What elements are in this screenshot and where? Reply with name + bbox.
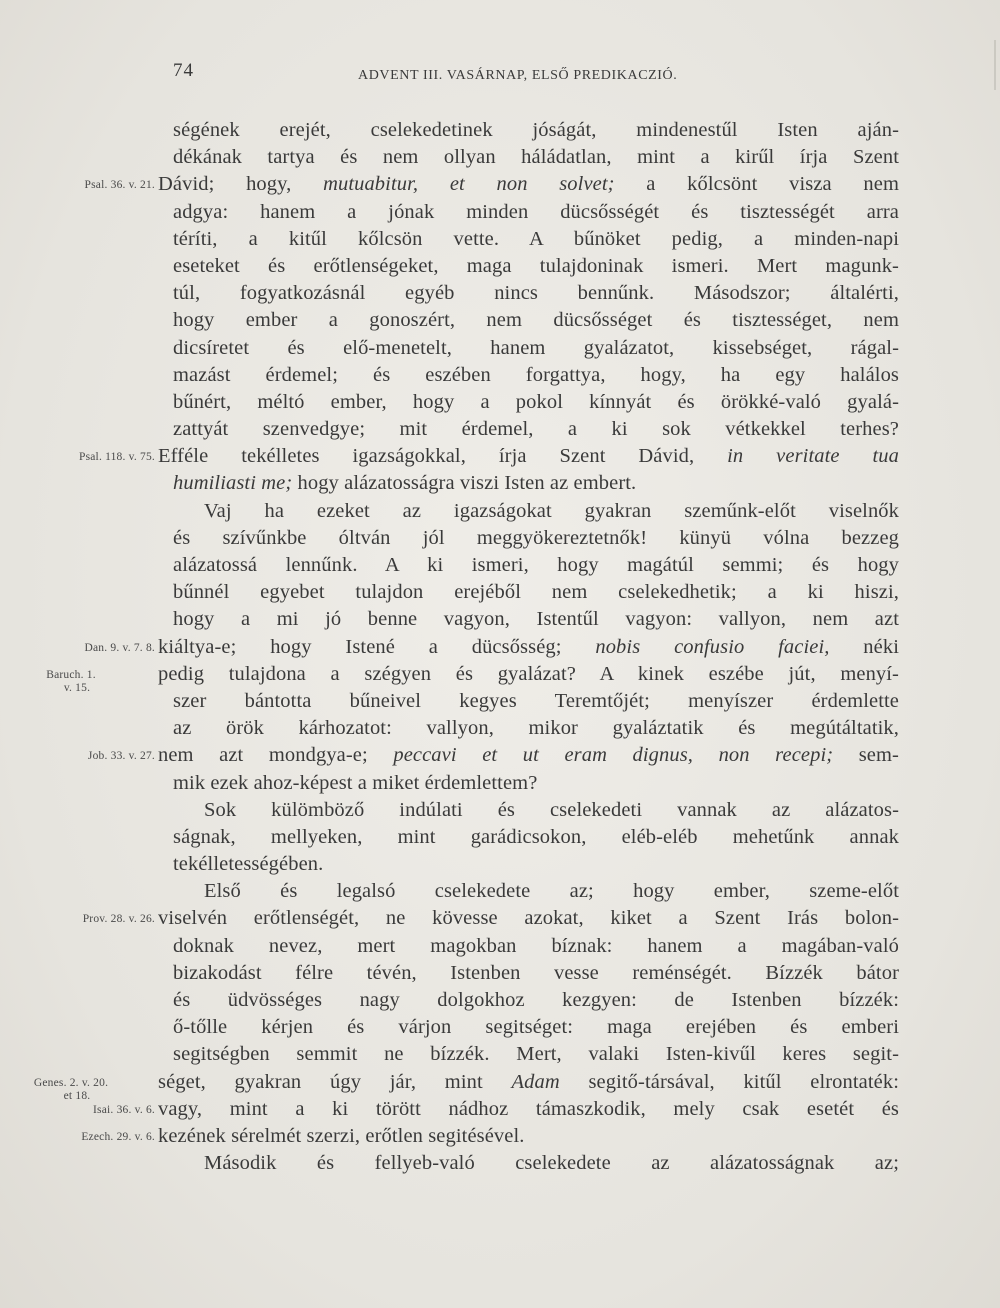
margin-reference: et 18. <box>63 1089 91 1102</box>
text-line <box>0 416 1000 443</box>
latin-quotation: peccavi et ut eram dignus, non recepi; <box>393 744 834 767</box>
text-line <box>0 878 1000 905</box>
line-text: hogy a mi jó benne vagyon, Istentűl vagyon: vallyon, nem azt <box>173 608 899 631</box>
text-line <box>0 362 1000 389</box>
text-line <box>0 579 1000 606</box>
margin-reference: Baruch. 1. <box>46 668 96 681</box>
line-text: téríti, a kitűl kőlcsön vette. A bűnöket pedig, a minden-napi <box>173 227 899 250</box>
line-text <box>158 171 899 198</box>
latin-quotation: nobis confusio faciei, <box>595 635 830 658</box>
text-line <box>0 1014 1000 1041</box>
margin-reference: Ezech. 29. v. 6. <box>81 1130 155 1143</box>
line-text <box>158 1069 899 1096</box>
text-segment: Dávid; hogy, <box>158 173 324 196</box>
text-line <box>0 552 1000 579</box>
latin-quotation: mutuabitur, et non solvet; <box>323 173 615 196</box>
text-segment: néki <box>829 635 899 658</box>
text-line <box>0 688 1000 715</box>
line-text: mazást érdemel; és eszében forgattya, hogy, ha egy halálos <box>173 363 899 386</box>
text-line <box>0 335 1000 362</box>
line-text: Vaj ha ezeket az igazságokat gyakran szeműnk-előt viselnők <box>204 499 899 522</box>
text-line <box>0 634 1000 661</box>
text-line <box>0 226 1000 253</box>
page-edge-mark <box>994 40 996 90</box>
line-text: Második és fellyeb-való cselekedete az alázatosságnak az; <box>204 1152 899 1175</box>
line-text <box>158 742 899 769</box>
line-text: ő-tőlle kérjen és várjon segitséget: maga erejében és emberi <box>173 1016 899 1039</box>
line-text: ségének erejét, cselekedetinek jóságát, mindenestűl Isten aján- <box>173 119 899 141</box>
line-text: az örök kárhozatot: vallyon, mikor gyaláztatik és megútáltatik, <box>173 717 899 740</box>
text-line <box>0 1123 1000 1150</box>
line-text: alázatossá lennűnk. A ki ismeri, hogy magátúl semmi; és hogy <box>173 554 899 576</box>
margin-reference: Psal. 118. v. 75. <box>78 451 155 464</box>
line-text: Első és legalsó cselekedete az; hogy ember, szeme-előt <box>204 880 899 903</box>
text-line <box>0 905 1000 932</box>
text-line <box>0 715 1000 742</box>
latin-quotation: in veritate tua <box>727 445 899 468</box>
text-line <box>0 797 1000 824</box>
line-text <box>158 634 899 661</box>
line-text: adgya: hanem a jónak minden dücsősségét és tisztességét arra <box>173 200 899 223</box>
line-text: túl, fogyatkozásnál egyéb nincs bennűnk. Másodszor; általérti, <box>173 282 899 305</box>
running-head: ADVENT III. VASÁRNAP, ELSŐ PREDIKACZIÓ. <box>358 68 678 83</box>
line-text <box>158 443 899 470</box>
line-text: bűnnél egyebet tulajdon erejéből nem cselekedhetik; a ki hiszi, <box>173 581 899 604</box>
margin-reference: Dan. 9. v. 7. 8. <box>84 641 155 654</box>
text-line <box>0 742 1000 769</box>
text-line <box>0 933 1000 960</box>
margin-reference: Job. 33. v. 27. <box>87 750 155 763</box>
line-text: viselvén erőtlenségét, ne kövesse azokat, kiket a Szent Irás bolon- <box>158 907 899 930</box>
latin-quotation: Adam <box>511 1070 560 1093</box>
line-text <box>173 470 899 497</box>
line-text: hogy ember a gonoszért, nem dücsősséget és tisztességet, nem <box>173 309 899 332</box>
line-text: dicsíretet és elő-menetelt, hanem gyalázatot, kissebséget, rágal- <box>173 336 899 359</box>
margin-reference: Prov. 28. v. 26. <box>82 913 155 926</box>
line-text: ságnak, mellyeken, mint garádicsokon, eléb-eléb mehetűnk annak <box>173 825 899 848</box>
line-text: és szívűnkbe óltván jól meggyökereztetnők! künyü vólna bezzeg <box>173 526 899 549</box>
text-line <box>0 1096 1000 1123</box>
line-text: Sok külömböző indúlati és cselekedeti vannak az alázatos- <box>204 798 899 821</box>
text-line <box>0 199 1000 226</box>
text-segment: séget, gyakran úgy jár, mint <box>158 1070 512 1093</box>
line-text: bűnért, méltó ember, hogy a pokol kínnyát és örökké-való gyalá- <box>173 390 899 413</box>
text-line <box>0 987 1000 1014</box>
line-text: vagy, mint a ki törött nádhoz támaszkodik, mely csak esetét és <box>158 1097 899 1120</box>
line-text: és üdvösséges nagy dolgokhoz kezgyen: de Istenben bízzék: <box>173 989 899 1011</box>
text-line <box>0 144 1000 171</box>
line-text: tekélletességében. <box>173 853 324 876</box>
text-segment: kiáltya-e; hogy Istené a dücsősség; <box>158 635 596 658</box>
text-segment: nem azt mondgya-e; <box>158 744 394 767</box>
margin-reference: Psal. 36. v. 21. <box>84 179 155 192</box>
text-segment: a kőlcsönt visza nem <box>614 173 899 196</box>
text-line <box>0 1069 1000 1102</box>
text-segment: segitő-társával, kitűl elrontaték: <box>559 1070 899 1093</box>
text-line <box>0 117 1000 144</box>
text-line <box>0 280 1000 307</box>
text-line <box>0 824 1000 851</box>
text-line <box>0 770 1000 797</box>
latin-quotation: humiliasti me; <box>173 472 293 495</box>
line-text: dékának tartya és nem ollyan háládatlan, mint a kirűl írja Szent <box>173 146 899 169</box>
text-line <box>0 307 1000 334</box>
text-line <box>0 443 1000 470</box>
text-line <box>0 851 1000 878</box>
margin-reference: v. 15. <box>63 681 91 694</box>
text-segment: hogy alázatosságra viszi Isten az embert. <box>292 472 637 495</box>
line-text: mik ezek ahoz-képest a miket érdemlettem? <box>173 771 538 794</box>
line-text: segitségben semmit ne bízzék. Mert, valaki Isten-kivűl keres segit- <box>173 1043 899 1066</box>
text-line <box>0 389 1000 416</box>
text-line <box>0 661 1000 694</box>
margin-reference: Genes. 2. v. 20. <box>33 1076 109 1089</box>
text-line <box>0 606 1000 633</box>
text-segment: sem- <box>833 744 899 767</box>
page-header <box>173 60 899 90</box>
text-line <box>0 525 1000 552</box>
line-text: doknak nevez, mert magokban bíznak: hanem a magában-való <box>173 934 899 957</box>
line-text: pedig tulajdona a szégyen és gyalázat? A kinek eszébe jút, menyí- <box>158 662 899 685</box>
text-segment: Efféle tekélletes igazságokkal, írja Szent Dávid, <box>158 445 728 468</box>
text-line <box>0 253 1000 280</box>
line-text: kezének sérelmét szerzi, erőtlen segitésével. <box>158 1124 525 1147</box>
line-text: szer bántotta bűneivel kegyes Teremtőjét; menyíszer érdemlette <box>173 689 899 712</box>
line-text: bizakodást félre tévén, Istenben vesse reménségét. Bízzék bátor <box>173 961 899 984</box>
margin-reference: Isai. 36. v. 6. <box>93 1103 155 1116</box>
page-number: 74 <box>173 60 194 81</box>
text-line <box>0 171 1000 198</box>
text-line <box>0 498 1000 525</box>
line-text: zattyát szenvedgye; mit érdemel, a ki sok vétkekkel terhes? <box>173 418 899 441</box>
text-line <box>0 960 1000 987</box>
text-line <box>0 1041 1000 1068</box>
text-line <box>0 1150 1000 1177</box>
body-text <box>0 117 1000 1177</box>
line-text: eseteket és erőtlenségeket, maga tulajdoninak ismeri. Mert magunk- <box>173 254 899 277</box>
text-line <box>0 470 1000 497</box>
